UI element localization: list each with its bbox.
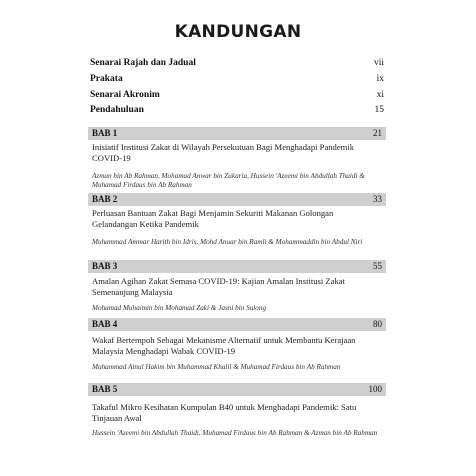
chapter-title: Takaful Mikro Kesihatan Kumpulan B40 untuk Menghadapi Pandemik: Satu Tinjauan Awal [92, 402, 357, 423]
toc-entry-page: ix [376, 74, 384, 84]
chapter-title: Wakaf Bertempoh Sebagai Mekanisme Alternatif untuk Membantu Kerajaan Malaysia Menghadapi Wabak COVID-19 [92, 335, 356, 356]
chapter-authors: Hussein 'Azeemi bin Abdullah Thaidi, Muhamad Firdaus bin Ab Rahman & Azman bin Ab Rahman [92, 429, 378, 437]
chapter-number: BAB 1 [92, 128, 118, 138]
chapter-page: 55 [373, 261, 382, 271]
toc-entry-prakata[interactable] [90, 74, 384, 87]
toc-entry-label: Senarai Rajah dan Jadual [90, 58, 196, 68]
chapter-header-bab-3[interactable] [88, 260, 386, 273]
chapter-header-bab-4[interactable] [88, 318, 386, 331]
toc-entry-page: vii [373, 58, 384, 68]
chapter-page: 100 [368, 384, 382, 394]
toc-entry-senarai-rajah[interactable] [90, 58, 384, 71]
toc-entry-senarai-akronim[interactable] [90, 90, 384, 103]
toc-entry-page: xi [376, 90, 384, 100]
toc-entry-label: Senarai Akronim [90, 90, 160, 100]
chapter-title: Perluasan Bantuan Zakat Bagi Menjamin Sekuriti Makanan Golongan Gelandangan Ketika Pandemik [92, 208, 334, 229]
chapter-title: Inisiatif Institusi Zakat di Wilayah Persekutuan Bagi Menghadapi Pandemik COVID-19 [92, 142, 355, 163]
chapter-authors: Muhammad Ammar Harith bin Idris, Mohd Anuar bin Ramli & Mohammaddin bin Abdul Niri [92, 238, 363, 246]
chapter-title: Amalan Agihan Zakat Semasa COVID-19: Kajian Amalan Institusi Zakat Semenanjung Malaysia [92, 276, 345, 297]
chapter-header-bab-1[interactable] [88, 127, 386, 140]
chapter-authors: Mohamad Muhaimin bin Mohamad Zaki & Jasni bin Sulong [92, 304, 267, 312]
chapter-page: 33 [373, 194, 382, 204]
chapter-number: BAB 5 [92, 384, 118, 394]
page-title: KANDUNGAN [174, 22, 302, 42]
toc-entry-pendahuluan[interactable] [90, 105, 384, 118]
chapter-page: 21 [373, 128, 382, 138]
toc-entry-label: Pendahuluan [90, 105, 144, 115]
toc-entry-page: 15 [374, 105, 384, 115]
chapter-header-bab-5[interactable] [88, 383, 386, 396]
toc-entry-label: Prakata [90, 74, 123, 84]
chapter-page: 80 [373, 319, 382, 329]
chapter-authors: Muhammad Ainul Hakim bin Muhammad Khalil & Muhamad Firdaus bin Ab Rahman [92, 363, 341, 371]
chapter-authors: Azman bin Ab Rahman, Mohamad Anwar bin Zakaria, Hussein 'Azeemi bin Abdullah Thaidi & Muhamad Firdaus bin Ab Rahman [92, 172, 365, 189]
chapter-number: BAB 3 [92, 261, 118, 271]
chapter-header-bab-2[interactable] [88, 193, 386, 206]
chapter-number: BAB 4 [92, 319, 118, 329]
chapter-number: BAB 2 [92, 194, 118, 204]
